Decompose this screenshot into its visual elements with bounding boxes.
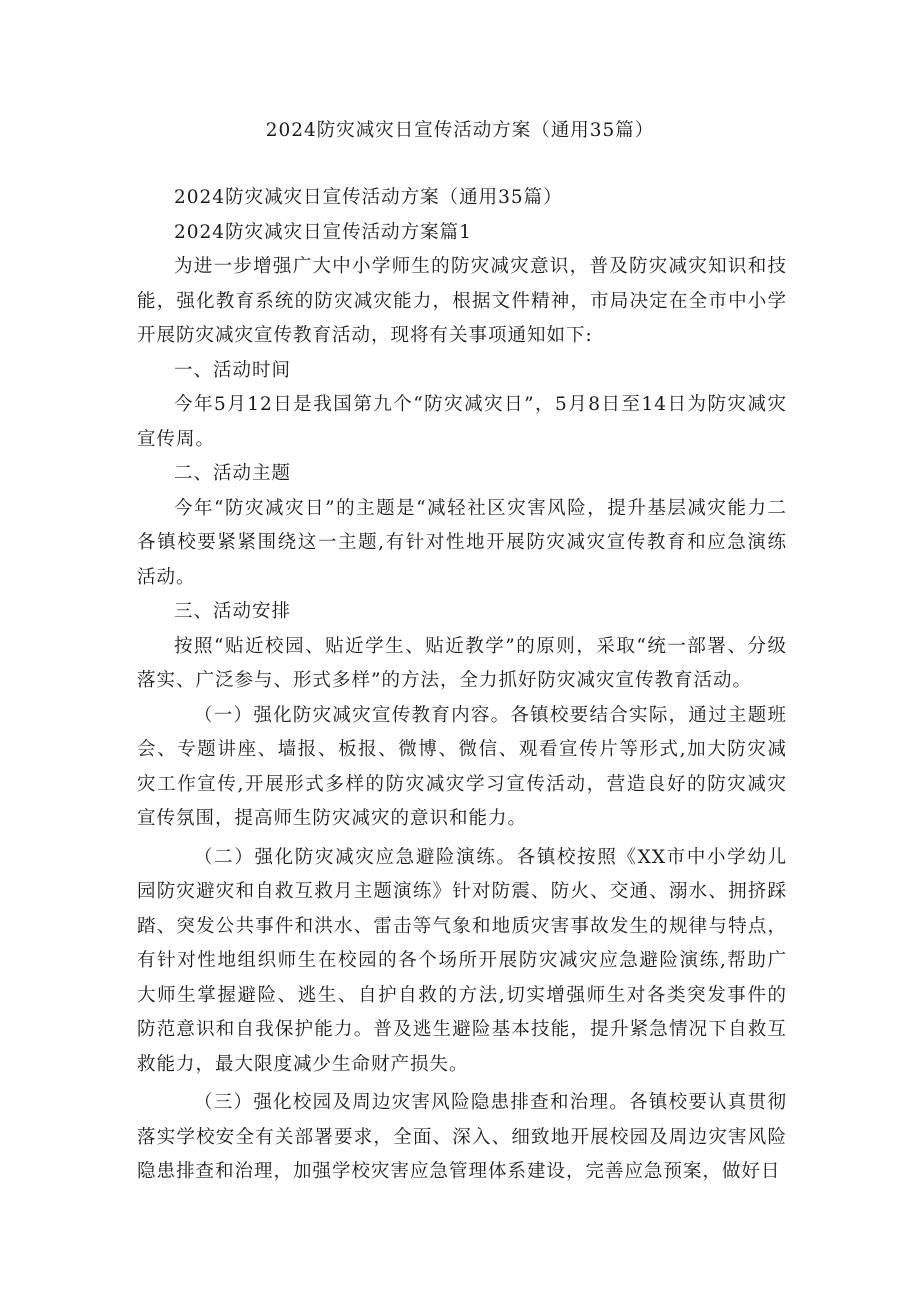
paragraph-item-3: （三）强化校园及周边灾害风险隐患排查和治理。各镇校要认真贯彻落实学校安全有关部署要求，全面、深入、细致地开展校园及周边灾害风险隐患排查和治理，加强学校灾害应急管理体系建设，完善应急预案，做好日	[137, 1092, 787, 1182]
paragraph-item-1: （一）强化防灾减灾宣传教育内容。各镇校要结合实际，通过主题班会、专题讲座、墙报、板报、微博、微信、观看宣传片等形式,加大防灾减灾工作宣传,开展形式多样的防灾减灾学习宣传活动，营造良好的防灾减灾宣传氛围，提高师生防灾减灾的意识和能力。	[137, 704, 787, 829]
paragraph-activity-arrangement: 按照“贴近校园、贴近学生、贴近教学”的原则，采取“统一部署、分级落实、广泛参与、形式多样”的方法，全力抓好防灾减灾宣传教育活动。	[137, 635, 787, 691]
paragraph-item-2: （二）强化防灾减灾应急避险演练。各镇校按照《XX市中小学幼儿园防灾避灾和自救互救月主题演练》针对防震、防火、交通、溺水、拥挤踩踏、突发公共事件和洪水、雷击等气象和地质灾害事故发生的规律与特点，有针对性地组织师生在校园的各个场所开展防灾减灾应急避险演练,帮助广大师生掌握避险、逃生、自护自救的方法,切实增强师生对各类突发事件的防范意识和自我保护能力。普及逃生避险基本技能，提升紧急情况下自救互救能力，最大限度减少生命财产损失。	[137, 846, 787, 1075]
paragraph-intro: 为进一步增强广大中小学师生的防灾减灾意识，普及防灾减灾知识和技能，强化教育系统的防灾减灾能力，根据文件精神，市局决定在全市中小学开展防灾减灾宣传教育活动，现将有关事项通知如下:	[137, 256, 787, 346]
document-title: 2024防灾减灾日宣传活动方案（通用35篇）	[265, 120, 655, 141]
document-body	[137, 181, 787, 1190]
paragraph-activity-theme: 今年“防灾减灾日”的主题是“减轻社区灾害风险，提升基层减灾能力二各镇校要紧紧围绕这一主题,有针对性地开展防灾减灾宣传教育和应急演练活动。	[137, 497, 787, 588]
heading-activity-arrangement: 三、活动安排	[174, 601, 292, 622]
paragraph-section-heading: 2024防灾减灾日宣传活动方案篇1	[174, 221, 472, 243]
paragraph-subtitle: 2024防灾减灾日宣传活动方案（通用35篇）	[174, 187, 563, 208]
heading-activity-theme: 二、活动主题	[174, 463, 292, 484]
paragraph-activity-time: 今年5月12日是我国第九个“防灾减灾日”，5月8日至14日为防灾减灾宣传周。	[137, 394, 787, 450]
heading-activity-time: 一、活动时间	[174, 359, 292, 381]
